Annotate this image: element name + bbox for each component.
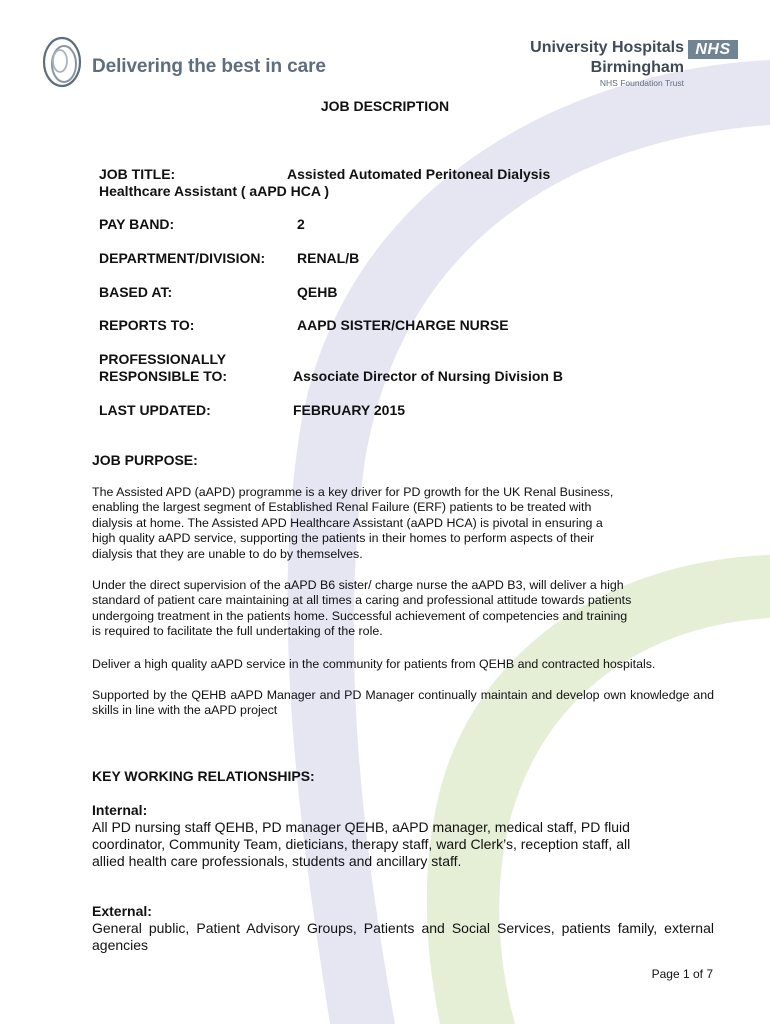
- key-working-relationships-heading: KEY WORKING RELATIONSHIPS:: [92, 768, 315, 784]
- tagline: Delivering the best in care: [92, 56, 326, 77]
- last-updated-label: LAST UPDATED:: [99, 402, 211, 418]
- based-at-value: QEHB: [297, 284, 338, 300]
- organisation-line-1: University Hospitals: [530, 39, 684, 56]
- organisation-name: [530, 38, 684, 78]
- pay-band-label: PAY BAND:: [99, 216, 175, 232]
- paragraph-line: enabling the largest segment of Established Renal Failure (ERF) patients to be treated with: [92, 500, 592, 515]
- swirl-logo-icon: [40, 34, 84, 90]
- reports-to-label: REPORTS TO:: [99, 317, 195, 333]
- paragraph-line: The Assisted APD (aAPD) programme is a key driver for PD growth for the UK Renal Business,: [92, 485, 614, 499]
- nhs-logo-badge: NHS: [688, 40, 738, 59]
- paragraph-line: is required to facilitate the full undertaking of the role.: [92, 624, 383, 639]
- professionally-label-line-2: RESPONSIBLE TO:: [99, 368, 228, 384]
- pay-band-value: 2: [297, 216, 305, 232]
- organisation-line-2: Birmingham: [590, 59, 684, 76]
- job-purpose-paragraph-4: Supported by the QEHB aAPD Manager and PD Manager continually maintain and develop own knowledge and skills in line with the aAPD project: [92, 688, 714, 718]
- job-purpose-paragraph-1: [92, 485, 717, 562]
- job-title-value-line-2: Healthcare Assistant ( aAPD HCA ): [99, 183, 330, 199]
- department-value: RENAL/B: [297, 250, 360, 266]
- page-number: Page 1 of 7: [651, 967, 713, 981]
- department-label: DEPARTMENT/DIVISION:: [99, 250, 266, 266]
- internal-heading: Internal:: [92, 802, 148, 818]
- organisation-subtitle: NHS Foundation Trust: [599, 78, 684, 88]
- professionally-responsible-value: Associate Director of Nursing Division B: [293, 368, 563, 384]
- paragraph-line: dialysis at home. The Assisted APD Healthcare Assistant (aAPD HCA) is pivotal in ensuring a: [92, 515, 603, 530]
- job-title-label: JOB TITLE:: [99, 166, 176, 182]
- paragraph-line: high quality aAPD service, supporting the patients in their homes to perform aspects of their: [92, 531, 595, 546]
- paragraph-line: coordinator, Community Team, dieticians, therapy staff, ward Clerk’s, reception staff, all: [92, 836, 631, 852]
- job-title-value-line-1: Assisted Automated Peritoneal Dialysis: [287, 166, 551, 182]
- paragraph-line: Under the direct supervision of the aAPD B6 sister/ charge nurse the aAPD B3, will deliver a high: [92, 578, 624, 592]
- document-title: JOB DESCRIPTION: [320, 98, 450, 114]
- external-relationships-text: General public, Patient Advisory Groups, Patients and Social Services, patients family, external agencies: [92, 920, 714, 953]
- internal-relationships-text: [92, 819, 722, 870]
- paragraph-line: dialysis that they are unable to do by themselves.: [92, 546, 363, 561]
- job-purpose-paragraph-2: [92, 578, 717, 640]
- paragraph-line: allied health care professionals, students and ancillary staff.: [92, 853, 462, 869]
- paragraph-line: All PD nursing staff QEHB, PD manager QEHB, aAPD manager, medical staff, PD fluid: [92, 819, 630, 835]
- based-at-label: BASED AT:: [99, 284, 173, 300]
- paragraph-line: standard of patient care maintaining at all times a caring and professional attitude towards patients: [92, 593, 632, 608]
- professionally-label-line-1: PROFESSIONALLY: [99, 351, 227, 367]
- job-purpose-heading: JOB PURPOSE:: [92, 452, 198, 468]
- paragraph-line: undergoing treatment in the patients home. Successful achievement of competencies and training: [92, 608, 628, 623]
- job-purpose-paragraph-3: Deliver a high quality aAPD service in the community for patients from QEHB and contracted hospitals.: [92, 657, 656, 671]
- reports-to-value: AAPD SISTER/CHARGE NURSE: [297, 317, 509, 333]
- external-heading: External:: [92, 903, 152, 919]
- last-updated-value: FEBRUARY 2015: [293, 402, 406, 418]
